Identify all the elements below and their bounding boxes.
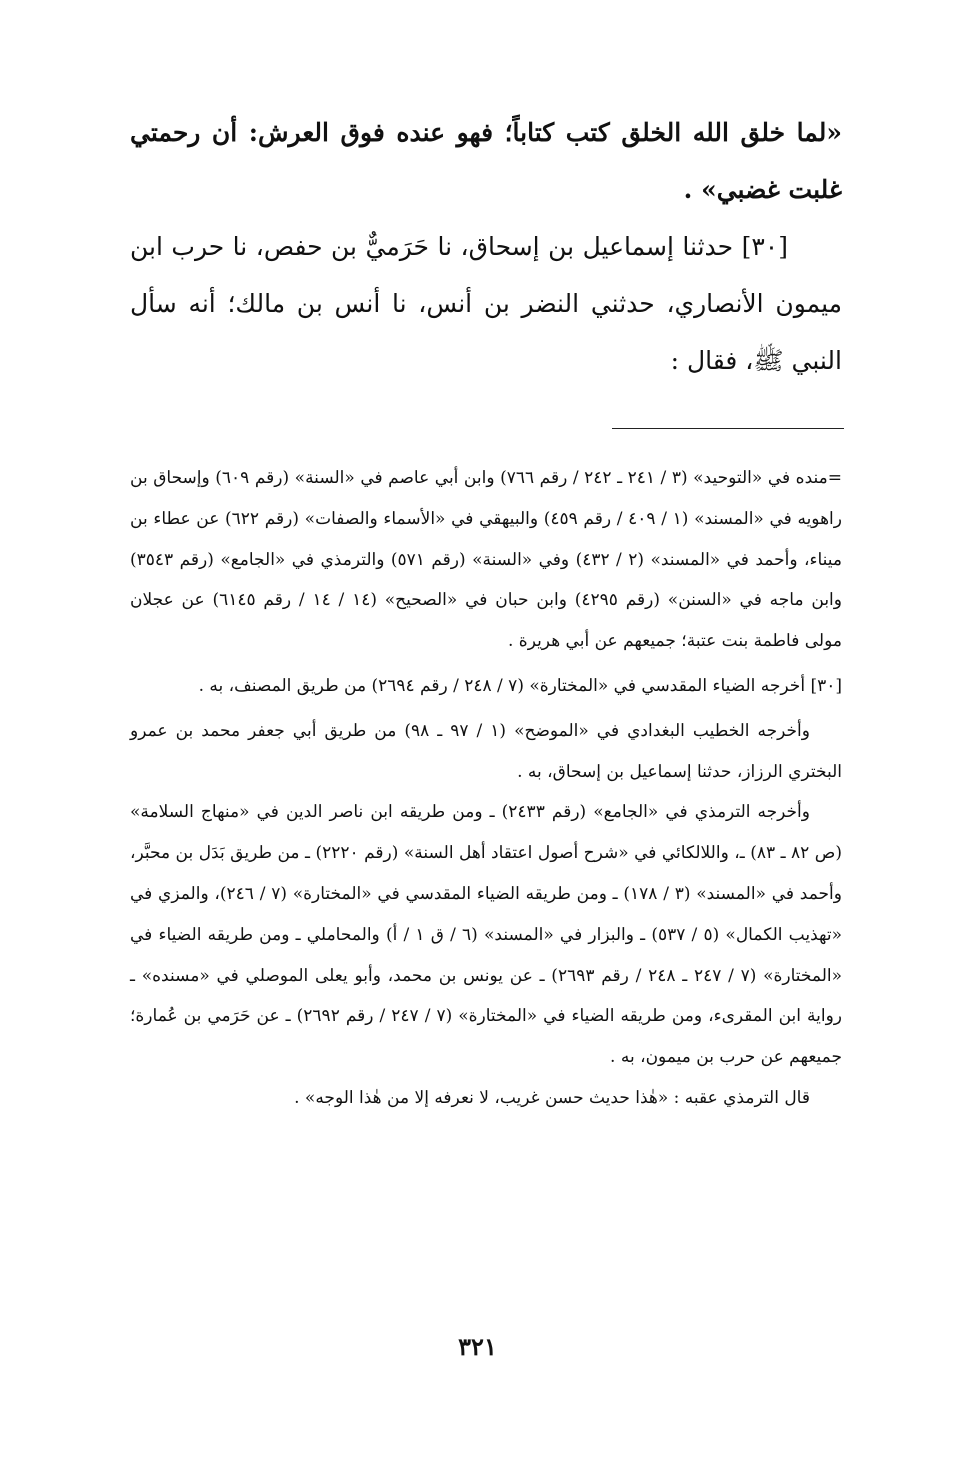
footnote-verdict: قال الترمذي عقبه : «هٰذا حديث حسن غريب، لا نعرفه إلا من هٰذا الوجه» . [294, 1087, 810, 1108]
main-text [130, 104, 842, 389]
footnote-separator [612, 428, 844, 429]
footnote-30: [٣٠] أخرجه الضياء المقدسي في «المختارة» (٧ / ٢٤٨ / رقم ٢٦٩٤) من طريق المصنف، به . [198, 675, 842, 696]
hadith-30-paragraph: [٣٠] حدثنا إسماعيل بن إسحاق، نا حَرَميٌّ بن حفص، نا حرب ابن ميمون الأنصاري، حدثني النضر بن أنس، نا أنس بن مالك؛ أنه سأل النبي ﷺ، فقال : [130, 232, 842, 375]
hadith-quote-paragraph: «لما خلق الله الخلق كتب كتاباً؛ فهو عنده فوق العرش: أن رحمتي غلبت غضبي» . [130, 118, 842, 204]
footnotes [130, 458, 842, 1119]
footnote-khatib: وأخرجه الخطيب البغدادي في «الموضح» (١ / ٩٧ ـ ٩٨) من طريق أبي جعفر محمد بن عمرو البختري الرزاز، حدثنا إسماعيل بن إسحاق، به . [130, 720, 842, 782]
footnote-tirmidhi: وأخرجه الترمذي في «الجامع» (رقم ٢٤٣٣) ـ ومن طريقه ابن ناصر الدين في «منهاج السلامة» (ص ٨٢ ـ ٨٣) ـ، واللالكائي في «شرح أصول اعتقاد أهل السنة» (رقم ٢٢٢٠) ـ من طريق بَدَل بن محبَّر، وأحمد في «المسند» (٣ / ١٧٨) ـ ومن طريقه الضياء المقدسي في «المختارة» (٧ / ٢٤٦)، والمزي في «تهذيب الكمال» (٥ / ٥٣٧) ـ والبزار في «المسند» (٦ / ق ١ / أ) والمحاملي ـ ومن طريقه الضياء في «المختارة» (٧ / ٢٤٧ ـ ٢٤٨ / رقم ٢٦٩٣) ـ عن يونس بن محمد، وأبو يعلى الموصلي في «مسنده» ـ رواية ابن المقرىء، ومن طريقه الضياء في «المختارة» (٧ / ٢٤٧ / رقم ٢٦٩٢) ـ عن حَرَمي بن عُمارة؛ جميعهم عن حرب بن ميمون، به . [130, 802, 843, 1068]
footnote-continuation: =منده في «التوحيد» (٣ / ٢٤١ ـ ٢٤٢ / رقم ٧٦٦) وابن أبي عاصم في «السنة» (رقم ٦٠٩) وإسحاق بن راهويه في «المسند» (١ / ٤٠٩ / رقم ٤٥٩) والبيهقي في «الأسماء والصفات» (رقم ٦٢٢) عن عطاء بن ميناء، وأحمد في «المسند» (٢ / ٤٣٢) وفي «السنة» (رقم ٥٧١) والترمذي في «الجامع» (رقم ٣٥٤٣) وابن ماجه في «السنن» (رقم ٤٢٩٥) وابن حبان في «الصحيح» (١٤ / ١٤ / رقم ٦١٤٥) عن عجلان مولى فاطمة بنت عتبة؛ جميعهم عن أبي هريرة . [130, 468, 843, 652]
page-number: ٣٢١ [458, 1332, 497, 1361]
